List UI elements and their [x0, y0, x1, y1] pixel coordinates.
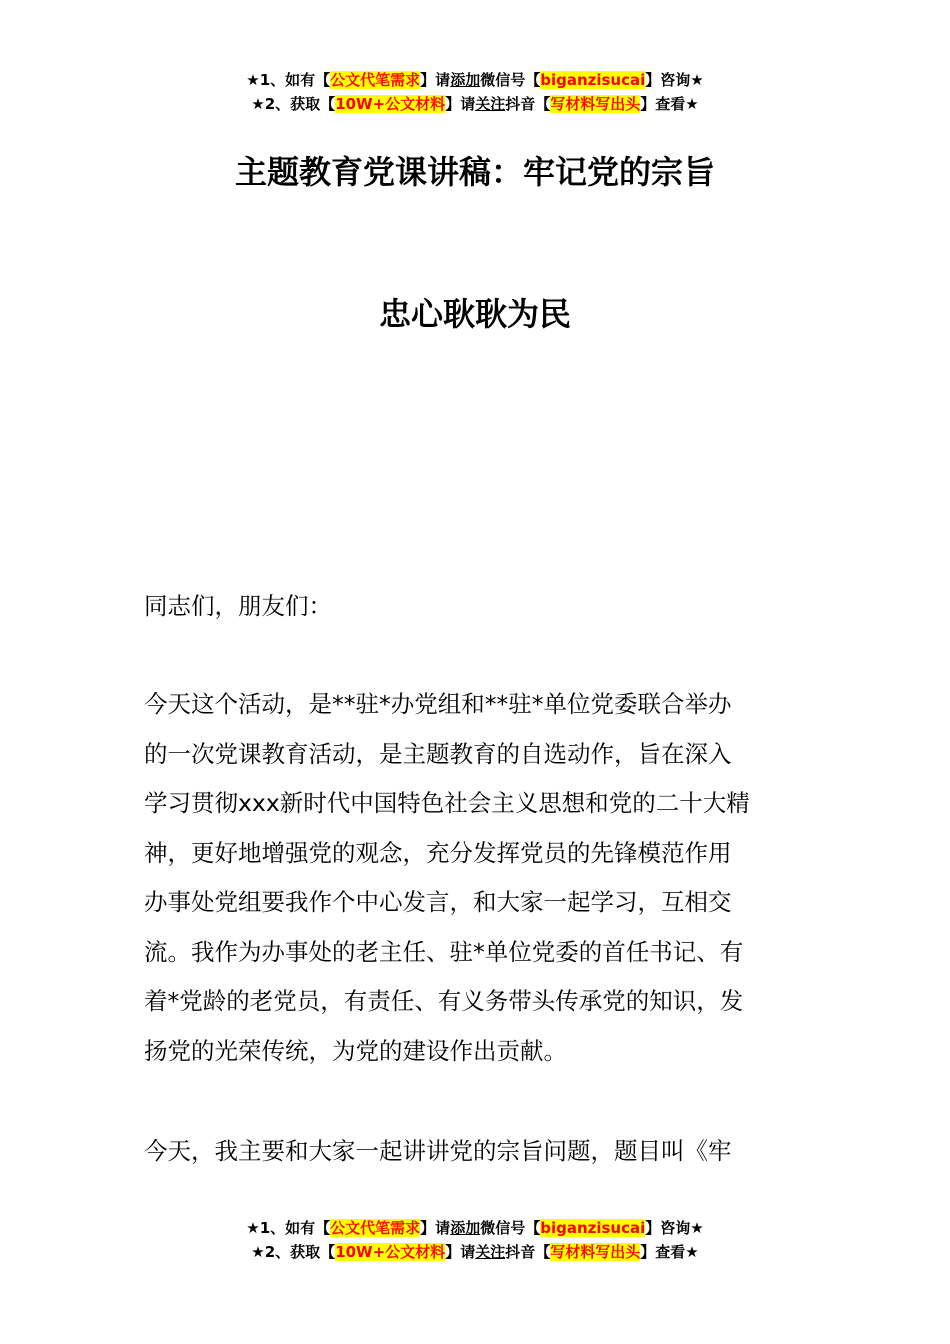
banner-line-1: ★1、如有【公文代笔需求】请添加微信号【biganzisucai】咨询★ — [246, 1219, 704, 1237]
document-title-line-2: 忠心耿耿为民 — [378, 295, 571, 333]
paragraph-line: 办事处党组要我作个中心发言，和大家一起学习，互相交 — [144, 888, 732, 916]
paragraph-line: 流。我作为办事处的老主任、驻*单位党委的首任书记、有 — [144, 937, 744, 966]
highlight-service: 公文代笔需求 — [330, 1219, 421, 1237]
paragraph-line: 神，更好地增强党的观念，充分发挥党员的先锋模范作用 — [144, 838, 732, 867]
banner-line-1: ★1、如有【公文代笔需求】请添加微信号【biganzisucai】咨询★ — [246, 71, 704, 89]
footer-banner — [0, 1216, 950, 1264]
highlight-douyin: 写材料写出头 — [550, 95, 641, 113]
paragraph-line: 今天这个活动，是**驻*办党组和**驻*单位党委联合举办 — [144, 690, 732, 718]
document-title-line-1: 主题教育党课讲稿：牢记党的宗旨 — [234, 153, 715, 191]
banner-line-2: ★2、获取【10W+公文材料】请关注抖音【写材料写出头】查看★ — [251, 1243, 699, 1261]
paragraph-2 — [144, 1127, 808, 1177]
paragraph-line: 今天，我主要和大家一起讲讲党的宗旨问题，题目叫《牢 — [144, 1137, 732, 1165]
highlight-materials: 10W+公文材料 — [335, 1243, 446, 1261]
greeting: 同志们，朋友们： — [144, 592, 332, 620]
paragraph-line: 着*党龄的老党员，有责任、有义务带头传承党的知识，发 — [144, 987, 744, 1015]
header-banner — [0, 68, 950, 116]
highlight-wechat-id: biganzisucai — [540, 1219, 646, 1237]
paragraph-line: 学习贯彻xxx新时代中国特色社会主义思想和党的二十大精 — [144, 789, 750, 817]
highlight-wechat-id: biganzisucai — [540, 71, 646, 89]
banner-line-2: ★2、获取【10W+公文材料】请关注抖音【写材料写出头】查看★ — [251, 95, 699, 113]
highlight-service: 公文代笔需求 — [330, 71, 421, 89]
highlight-douyin: 写材料写出头 — [550, 1243, 641, 1261]
highlight-materials: 10W+公文材料 — [335, 95, 446, 113]
paragraph-line: 的一次党课教育活动，是主题教育的自选动作，旨在深入 — [144, 739, 732, 768]
paragraph-1 — [144, 680, 808, 1076]
paragraph-line: 扬党的光荣传统，为党的建设作出贡献。 — [144, 1036, 567, 1065]
